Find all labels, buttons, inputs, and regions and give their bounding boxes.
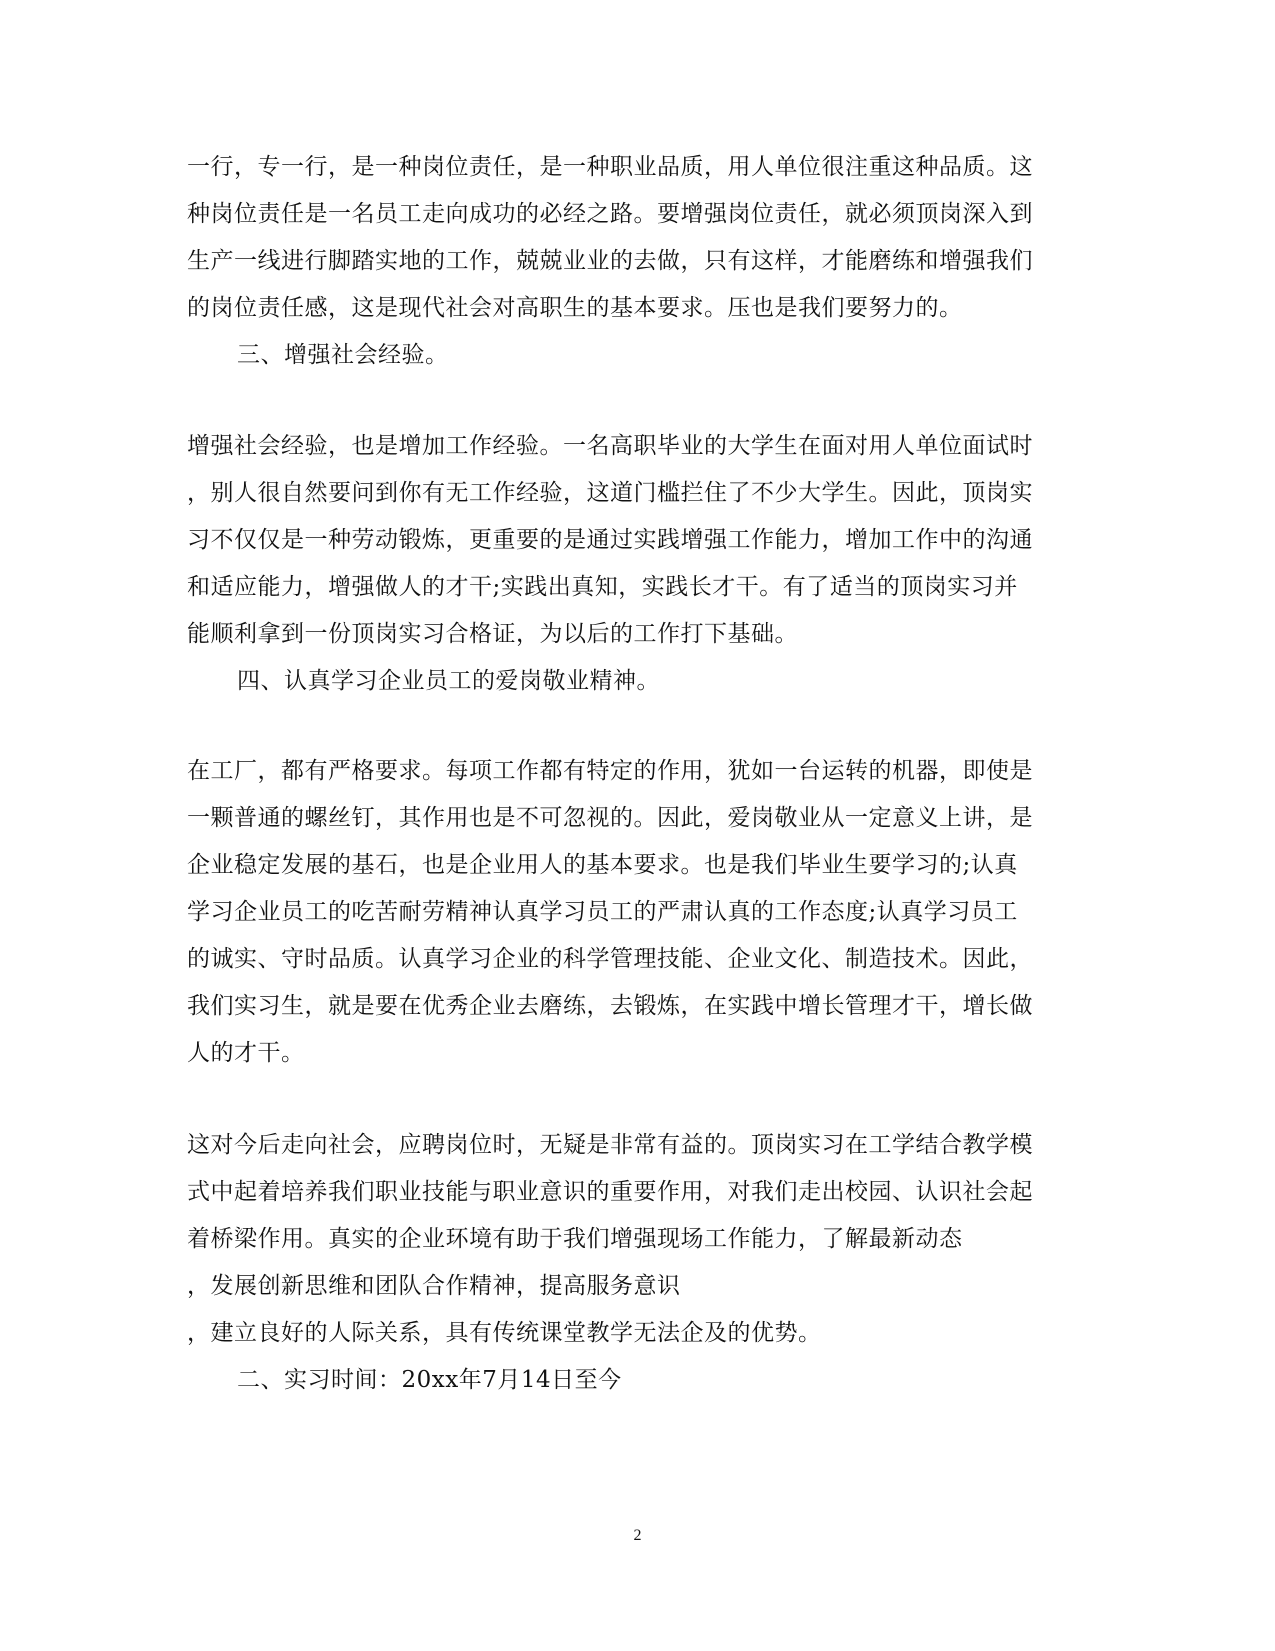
body-text-line: 学习企业员工的吃苦耐劳精神认真学习员工的严肃认真的工作态度;认真学习员工 (187, 899, 1018, 925)
body-text-line: 我们实习生，就是要在优秀企业去磨练，去锻炼，在实践中增长管理才干，增长做 (187, 993, 1033, 1019)
body-text-line: 的诚实、守时品质。认真学习企业的科学管理技能、企业文化、制造技术。因此， (187, 946, 1033, 972)
body-text-line: 在工厂，都有严格要求。每项工作都有特定的作用，犹如一台运转的机器，即使是 (187, 758, 1033, 784)
page-number: 2 (633, 1527, 642, 1544)
body-text-line: 和适应能力，增强做人的才干;实践出真知，实践长才干。有了适当的顶岗实习并 (187, 574, 1018, 600)
body-text-line: 的岗位责任感，这是现代社会对高职生的基本要求。压也是我们要努力的。 (187, 295, 963, 321)
body-text-line: 能顺利拿到一份顶岗实习合格证，为以后的工作打下基础。 (187, 621, 798, 647)
body-text-line: ，别人很自然要问到你有无工作经验，这道门槛拦住了不少大学生。因此，顶岗实 (187, 480, 1033, 506)
body-text-line: 习不仅仅是一种劳动锻炼，更重要的是通过实践增强工作能力，增加工作中的沟通 (187, 527, 1033, 553)
body-text-line: ，发展创新思维和团队合作精神，提高服务意识 (187, 1273, 681, 1299)
body-text-line: 人的才干。 (187, 1040, 305, 1066)
body-text-line: 一行，专一行，是一种岗位责任，是一种职业品质，用人单位很注重这种品质。这 (187, 154, 1033, 180)
body-text-line: 企业稳定发展的基石，也是企业用人的基本要求。也是我们毕业生要学习的;认真 (187, 852, 1018, 878)
body-text-line: 种岗位责任是一名员工走向成功的必经之路。要增强岗位责任，就必须顶岗深入到 (187, 201, 1033, 227)
body-text-line: ，建立良好的人际关系，具有传统课堂教学无法企及的优势。 (187, 1320, 822, 1346)
body-text-line: 增强社会经验，也是增加工作经验。一名高职毕业的大学生在面对用人单位面试时 (187, 433, 1033, 459)
body-text-line: 一颗普通的螺丝钉，其作用也是不可忽视的。因此，爱岗敬业从一定意义上讲，是 (187, 805, 1033, 831)
body-text-line: 着桥梁作用。真实的企业环境有助于我们增强现场工作能力，了解最新动态 (187, 1226, 963, 1252)
body-text-line: 式中起着培养我们职业技能与职业意识的重要作用，对我们走出校园、认识社会起 (187, 1179, 1033, 1205)
body-text-line: 生产一线进行脚踏实地的工作，兢兢业业的去做，只有这样，才能磨练和增强我们 (187, 248, 1033, 274)
section-heading: 三、增强社会经验。 (237, 342, 449, 368)
section-heading: 四、认真学习企业员工的爱岗敬业精神。 (237, 668, 660, 694)
body-text-line: 这对今后走向社会，应聘岗位时，无疑是非常有益的。顶岗实习在工学结合教学模 (187, 1132, 1033, 1158)
section-heading: 二、实习时间：20xx年7月14日至今 (237, 1367, 622, 1393)
